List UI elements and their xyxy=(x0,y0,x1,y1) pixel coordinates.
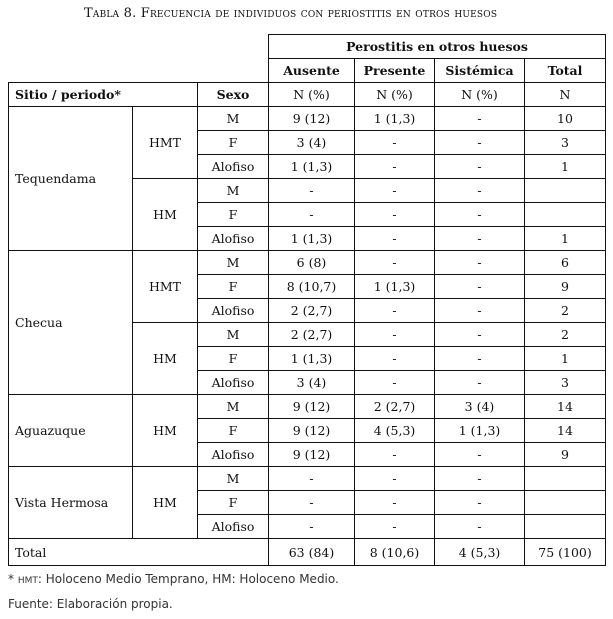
sex-cell: M xyxy=(198,179,269,203)
value-cell: 1 (1,3) xyxy=(269,347,355,371)
total-cell: 75 (100) xyxy=(525,539,606,566)
sex-cell: M xyxy=(198,395,269,419)
value-cell xyxy=(525,179,606,203)
value-cell: 1 (1,3) xyxy=(435,419,525,443)
sex-header: Sexo xyxy=(198,83,269,107)
value-cell: 1 (1,3) xyxy=(269,227,355,251)
value-cell: 1 (1,3) xyxy=(269,155,355,179)
value-cell: 14 xyxy=(525,395,606,419)
col-header-ausente: Ausente xyxy=(269,59,355,83)
value-cell: 2 (2,7) xyxy=(269,323,355,347)
value-cell: - xyxy=(355,155,435,179)
table-row xyxy=(9,395,606,419)
value-cell: - xyxy=(355,131,435,155)
value-cell: - xyxy=(435,515,525,539)
value-cell: - xyxy=(355,443,435,467)
value-cell: 2 (2,7) xyxy=(355,395,435,419)
table-row xyxy=(9,107,606,131)
value-cell: 9 (12) xyxy=(269,107,355,131)
sex-cell: M xyxy=(198,467,269,491)
value-cell: - xyxy=(355,515,435,539)
table-row xyxy=(9,467,606,491)
value-cell: - xyxy=(435,275,525,299)
value-cell: - xyxy=(435,371,525,395)
sex-cell: F xyxy=(198,131,269,155)
value-cell: - xyxy=(435,203,525,227)
value-cell: - xyxy=(269,515,355,539)
value-cell: - xyxy=(269,491,355,515)
value-cell: 6 (8) xyxy=(269,251,355,275)
total-cell: 63 (84) xyxy=(269,539,355,566)
sex-cell: Alofiso xyxy=(198,299,269,323)
col-header-total: Total xyxy=(525,59,606,83)
total-row xyxy=(9,539,606,566)
sex-cell: Alofiso xyxy=(198,227,269,251)
site-name: Vista Hermosa xyxy=(9,467,133,539)
sex-cell: M xyxy=(198,107,269,131)
sex-cell: Alofiso xyxy=(198,443,269,467)
sex-cell: Alofiso xyxy=(198,155,269,179)
value-cell: 1 xyxy=(525,155,606,179)
value-cell: 2 xyxy=(525,323,606,347)
sex-cell: F xyxy=(198,419,269,443)
value-cell: 8 (10,7) xyxy=(269,275,355,299)
period-cell: HMT xyxy=(133,107,198,179)
value-cell: - xyxy=(435,251,525,275)
value-cell: 1 (1,3) xyxy=(355,107,435,131)
value-cell: 1 xyxy=(525,347,606,371)
value-cell: 9 (12) xyxy=(269,419,355,443)
value-cell: - xyxy=(435,467,525,491)
value-cell: 1 xyxy=(525,227,606,251)
period-cell: HM xyxy=(133,323,198,395)
value-cell: - xyxy=(355,179,435,203)
value-cell: - xyxy=(435,155,525,179)
value-cell: 10 xyxy=(525,107,606,131)
sex-cell: Alofiso xyxy=(198,515,269,539)
total-cell: 8 (10,6) xyxy=(355,539,435,566)
periostitis-table xyxy=(8,34,606,566)
value-cell: - xyxy=(355,227,435,251)
unit-header: N (%) xyxy=(435,83,525,107)
sex-cell: F xyxy=(198,275,269,299)
source-note: Fuente: Elaboración propia. xyxy=(8,597,173,611)
value-cell: 6 xyxy=(525,251,606,275)
footnote-star: * xyxy=(8,572,14,586)
sex-cell: M xyxy=(198,323,269,347)
value-cell: - xyxy=(355,491,435,515)
sex-cell: M xyxy=(198,251,269,275)
value-cell: 9 (12) xyxy=(269,443,355,467)
total-label: Total xyxy=(9,539,269,566)
value-cell: - xyxy=(355,251,435,275)
unit-header: N (%) xyxy=(355,83,435,107)
value-cell: 1 (1,3) xyxy=(355,275,435,299)
footnote-abbr: HMT xyxy=(17,576,38,586)
value-cell: 9 xyxy=(525,443,606,467)
value-cell: 3 (4) xyxy=(435,395,525,419)
value-cell: - xyxy=(355,371,435,395)
table-row xyxy=(9,251,606,275)
value-cell: 3 (4) xyxy=(269,371,355,395)
value-cell: - xyxy=(355,203,435,227)
site-period-header: Sitio / periodo* xyxy=(9,83,198,107)
period-cell: HM xyxy=(133,179,198,251)
value-cell: - xyxy=(269,203,355,227)
group-header: Perostitis en otros huesos xyxy=(269,35,606,59)
value-cell: 9 (12) xyxy=(269,395,355,419)
value-cell: 3 xyxy=(525,371,606,395)
sex-cell: F xyxy=(198,347,269,371)
col-header-sistemica: Sistémica xyxy=(435,59,525,83)
value-cell: 2 (2,7) xyxy=(269,299,355,323)
period-cell: HM xyxy=(133,467,198,539)
value-cell: - xyxy=(435,179,525,203)
value-cell xyxy=(525,491,606,515)
value-cell: - xyxy=(435,347,525,371)
value-cell xyxy=(525,203,606,227)
value-cell: 3 (4) xyxy=(269,131,355,155)
value-cell: - xyxy=(435,443,525,467)
value-cell: 9 xyxy=(525,275,606,299)
value-cell: - xyxy=(355,347,435,371)
value-cell: - xyxy=(435,491,525,515)
value-cell: 4 (5,3) xyxy=(355,419,435,443)
col-header-presente: Presente xyxy=(355,59,435,83)
value-cell: - xyxy=(355,299,435,323)
value-cell: - xyxy=(435,107,525,131)
empty-corner xyxy=(9,35,269,83)
table-title: Tabla 8. Frecuencia de individuos con periostitis en otros huesos xyxy=(84,6,498,21)
value-cell: - xyxy=(435,323,525,347)
footnote-text: : Holoceno Medio Temprano, HM: Holoceno Medio. xyxy=(37,572,339,586)
unit-header: N (%) xyxy=(269,83,355,107)
value-cell: - xyxy=(269,467,355,491)
value-cell: - xyxy=(269,179,355,203)
site-name: Aguazuque xyxy=(9,395,133,467)
table-body xyxy=(9,107,606,539)
value-cell: - xyxy=(355,467,435,491)
site-name: Checua xyxy=(9,251,133,395)
value-cell: - xyxy=(355,323,435,347)
value-cell: - xyxy=(435,227,525,251)
value-cell: 2 xyxy=(525,299,606,323)
footnote xyxy=(8,572,339,586)
sex-cell: Alofiso xyxy=(198,371,269,395)
site-name: Tequendama xyxy=(9,107,133,251)
total-cell: 4 (5,3) xyxy=(435,539,525,566)
value-cell: - xyxy=(435,131,525,155)
sex-cell: F xyxy=(198,491,269,515)
value-cell: 3 xyxy=(525,131,606,155)
value-cell xyxy=(525,467,606,491)
sex-cell: F xyxy=(198,203,269,227)
value-cell: 14 xyxy=(525,419,606,443)
period-cell: HMT xyxy=(133,251,198,323)
period-cell: HM xyxy=(133,395,198,467)
value-cell: - xyxy=(435,299,525,323)
unit-header: N xyxy=(525,83,606,107)
value-cell xyxy=(525,515,606,539)
